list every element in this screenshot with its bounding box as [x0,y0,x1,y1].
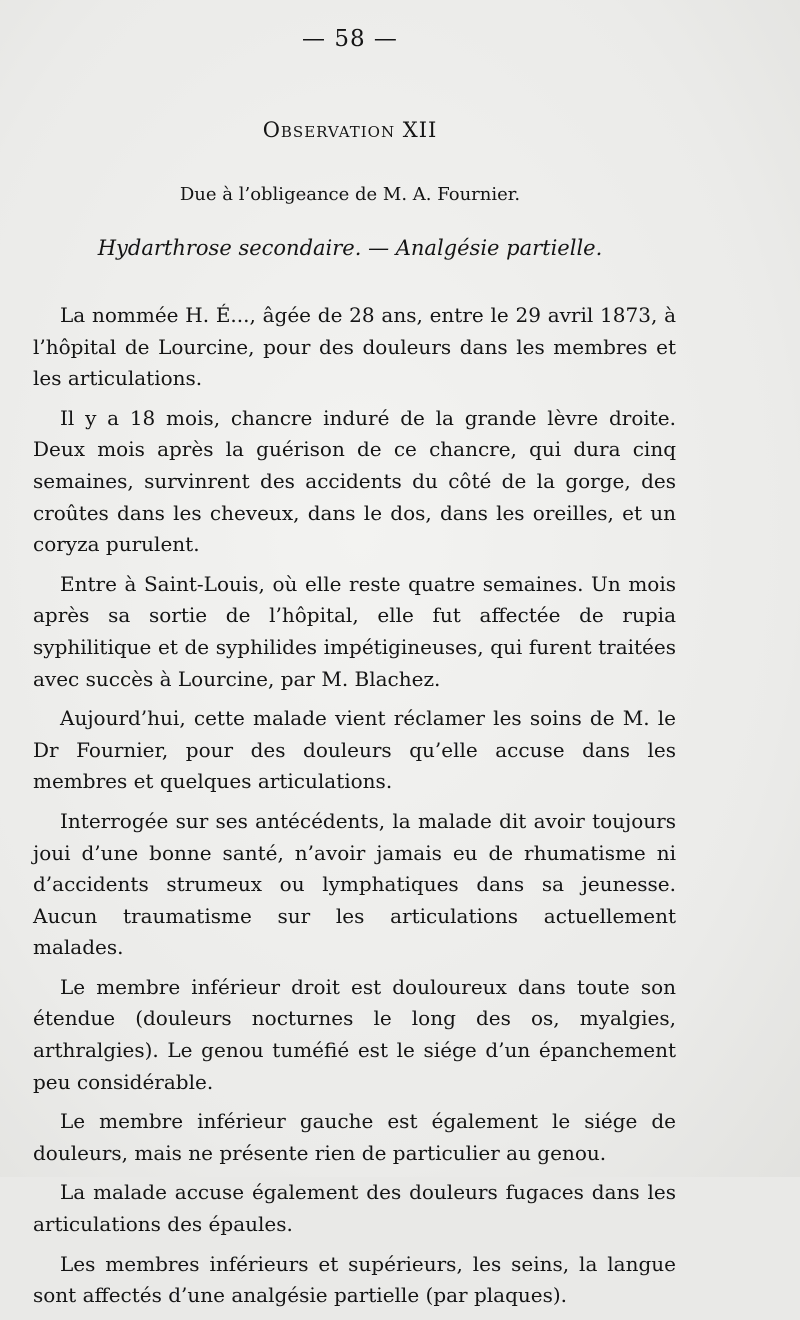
paragraph: La nommée H. É..., âgée de 28 ans, entre le 29 avril 1873, à l’hôpital de Lourcine, pour des douleurs dans les membres et les articulations. [33,303,676,391]
paragraph: La malade accuse également des douleurs fugaces dans les articulations des épaules. [33,1180,676,1237]
paragraph: Les membres inférieurs et supérieurs, les seins, la langue sont affectés d’une analgésie partielle (par plaques). [33,1251,676,1308]
paragraph: Il y a 18 mois, chancre induré de la grande lèvre droite. Deux mois après la guérison de ce chancre, qui dura cinq semaines, survinrent des accidents du côté de la gorge, des croûtes dans les cheveux, dans le dos, dans les oreilles, et un coryza purulent. [33,405,676,557]
observation-credit: Due à l’obligeance de M. A. Fournier. [179,184,521,205]
paragraph: Interrogée sur ses antécédents, la malade dit avoir toujours joui d’une bonne santé, n’avoir jamais eu de rhumatisme ni d’accidents strumeux ou lymphatiques dans sa jeunesse. Aucun traumatisme sur les articulations actuellement malades. [33,808,676,960]
paragraph: Le membre inférieur gauche est également le siége de douleurs, mais ne présente rien de particulier au genou. [33,1109,676,1165]
observation-heading: Hydarthrose secondaire. — Analgésie partielle. [97,236,603,260]
observation-title: Observation XII [262,118,438,142]
page-number: — 58 — [302,26,398,52]
paragraph: Le membre inférieur droit est douloureux dans toute son étendue (douleurs nocturnes le long des os, myalgies, arthralgies). Le genou tuméfié est le siége d’un épanchement peu considérable. [33,974,676,1094]
paragraph: Entre à Saint-Louis, où elle reste quatre semaines. Un mois après sa sortie de l’hôpital, elle fut affectée de rupia syphilitique et de syphilides impétigineuses, qui furent traitées avec succès à Lourcine, par M. Blachez. [33,571,676,691]
paragraph: Aujourd’hui, cette malade vient réclamer les soins de M. le Dr Fournier, pour des douleurs qu’elle accuse dans les membres et quelques articulations. [33,706,676,794]
observation-body [33,300,676,1320]
